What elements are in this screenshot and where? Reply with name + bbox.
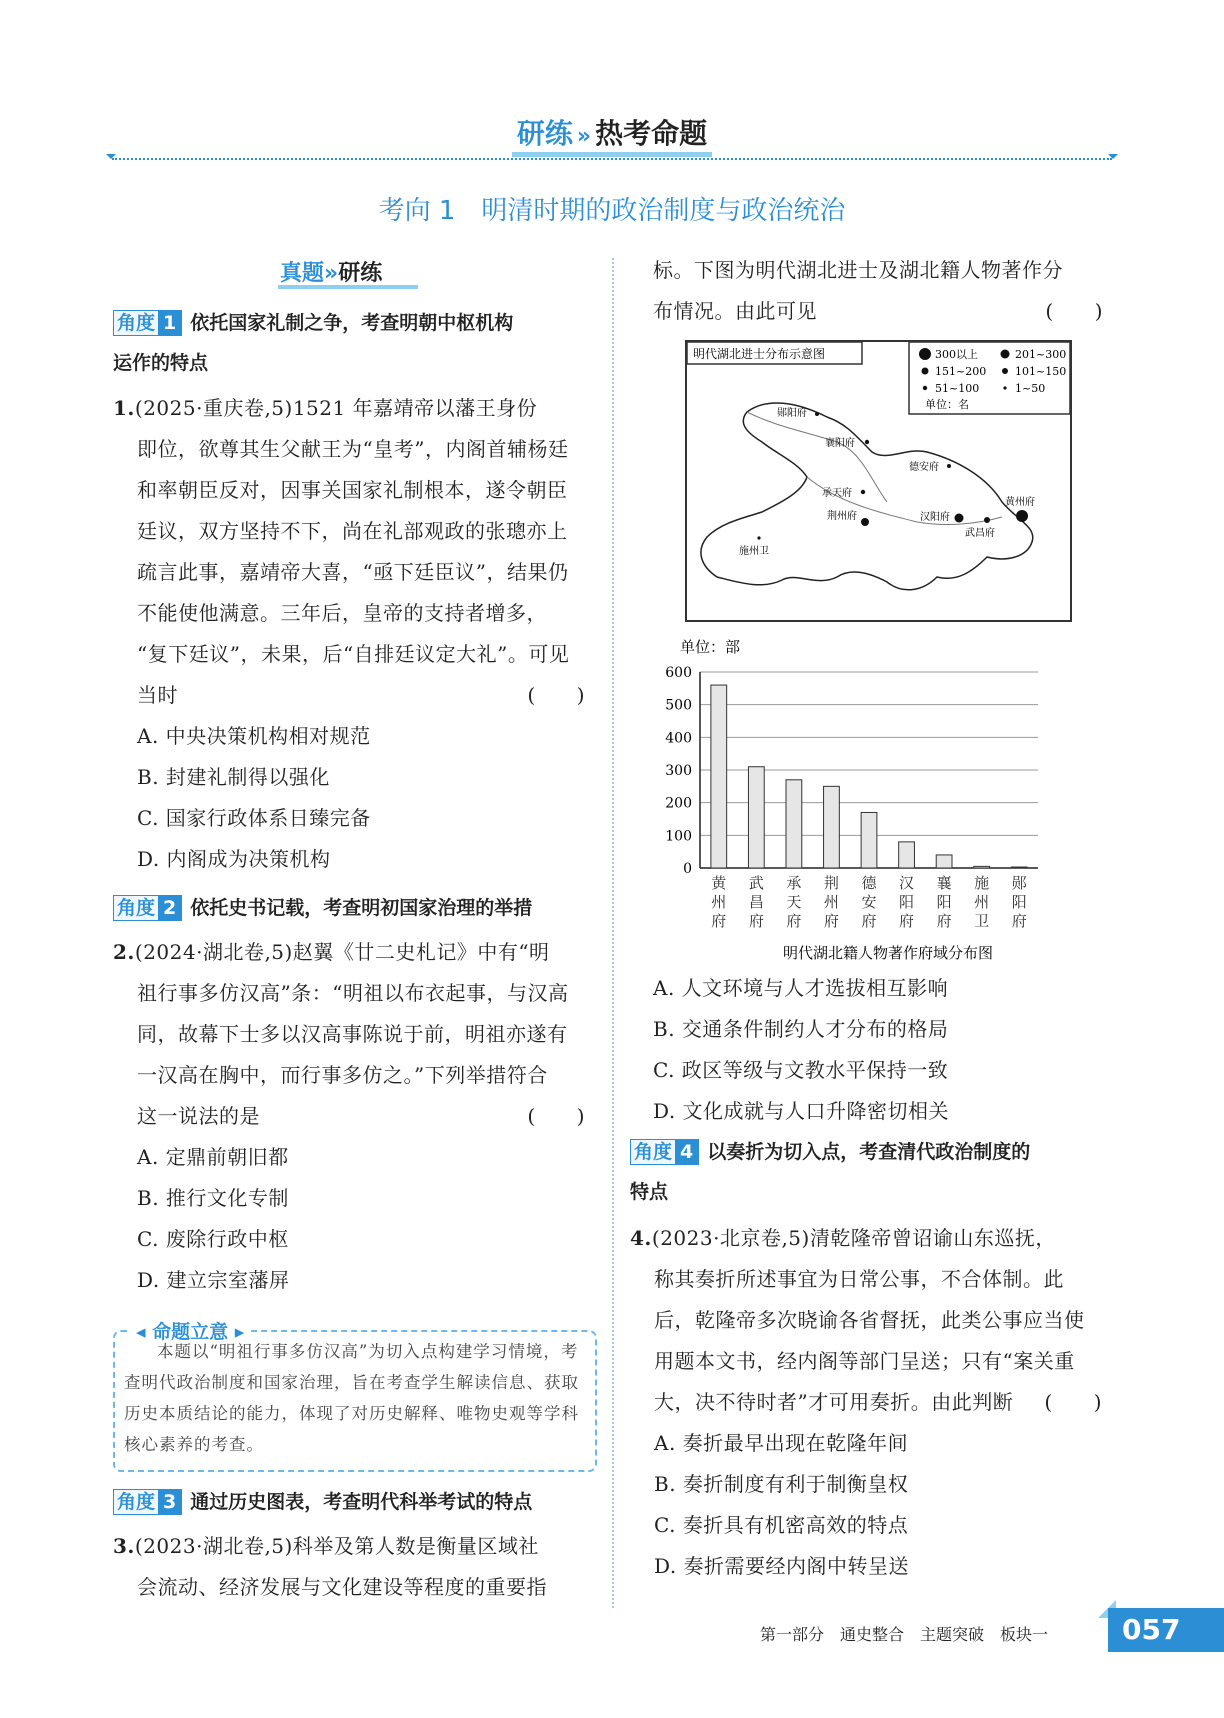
bar bbox=[786, 780, 802, 868]
section-arrow-icon: » bbox=[324, 261, 339, 286]
option-a: A. 奏折最早出现在乾隆年间 bbox=[654, 1431, 909, 1455]
bar-chart bbox=[648, 630, 1088, 965]
option-c: C. 政区等级与文教水平保持一致 bbox=[653, 1058, 949, 1082]
angle-tag: 角度 2 bbox=[113, 895, 182, 921]
header-divider bbox=[112, 158, 1112, 160]
place-label: 襄阳府 bbox=[825, 438, 855, 449]
place-label: 承天府 bbox=[822, 488, 852, 499]
bar bbox=[711, 685, 727, 868]
legend-item: 1~50 bbox=[1015, 382, 1046, 395]
chart-categories bbox=[711, 874, 1026, 930]
x-tick-label: 武 bbox=[748, 874, 764, 892]
province-outline bbox=[701, 403, 1033, 590]
x-tick-label: 天 bbox=[786, 893, 802, 911]
x-tick-label: 安 bbox=[861, 893, 877, 911]
x-tick-label: 卫 bbox=[974, 912, 990, 930]
angle-heading-4: 角度 4 以奏折为切入点，考查清代政治制度的 特点 bbox=[630, 1141, 1031, 1203]
option-b: B. 推行文化专制 bbox=[137, 1186, 289, 1210]
x-tick-label: 府 bbox=[861, 912, 877, 930]
header-title-part2: 热考命题 bbox=[595, 117, 708, 150]
angle-tag: 角度 3 bbox=[113, 1489, 182, 1515]
section-heading bbox=[280, 256, 382, 287]
y-tick-label: 300 bbox=[665, 763, 692, 779]
option-d: D. 文化成就与人口升降密切相关 bbox=[653, 1099, 950, 1123]
map-unit: 单位：名 bbox=[925, 398, 969, 411]
question-1: 1.(2025·重庆卷,5)1521 年嘉靖帝以藩王身份 即位，欲尊其生父献王为“皇考”，内阁首辅杨廷 和率朝臣反对，因事关国家礼制根本，遂令朝臣 廷议，双方坚持不下，尚在礼部观政的张璁亦上 疏言此事，嘉靖帝大喜，“亟下廷臣议”，结果仍 不能使他满意。三年后，皇帝的支持者增多， “复下廷议”，未果，后“自排廷议定大礼”。可见 当时 ( ) A. 中央决策机构相对规范 B. 封建礼制得以强化 C. 国家行政体系日臻完备 D. 内阁成为决策机构 bbox=[113, 388, 595, 880]
option-d: D. 内阁成为决策机构 bbox=[137, 847, 331, 871]
x-tick-label: 阳 bbox=[936, 893, 952, 911]
bar bbox=[861, 812, 877, 868]
bar bbox=[1011, 867, 1027, 868]
chart-title: 明代湖北籍人物著作府域分布图 bbox=[782, 944, 994, 962]
option-c: C. 国家行政体系日臻完备 bbox=[137, 806, 371, 830]
option-a: A. 中央决策机构相对规范 bbox=[137, 724, 371, 748]
y-tick-label: 200 bbox=[665, 795, 692, 812]
x-tick-label: 昌 bbox=[748, 893, 764, 911]
place-label: 黄州府 bbox=[1005, 497, 1035, 508]
angle-heading-2: 角度 2 依托史书记载，考查明初国家治理的举措 bbox=[113, 888, 595, 928]
x-tick-label: 襄 bbox=[936, 874, 952, 892]
page-header-title bbox=[0, 112, 1224, 152]
bar bbox=[748, 767, 764, 868]
legend-item: 201~300 bbox=[1015, 348, 1067, 361]
option-c: C. 奏折具有机密高效的特点 bbox=[654, 1513, 909, 1537]
angle-heading-3: 角度 3 通过历史图表，考查明代科举考试的特点 bbox=[113, 1482, 595, 1522]
section-heading-part2: 研练 bbox=[338, 261, 383, 286]
option-b: B. 交通条件制约人才分布的格局 bbox=[653, 1017, 949, 1041]
x-tick-label: 府 bbox=[1011, 912, 1027, 930]
x-tick-label: 施 bbox=[974, 874, 990, 892]
note-text: 本题以“明祖行事多仿汉高”为切入点构建学习情境，考查明代政治制度和国家治理，旨在考查学生解读信息、获取历史本质结论的能力，体现了对历史解释、唯物史观等学科核心素养的考查。 bbox=[124, 1342, 579, 1454]
place-label: 施州卫 bbox=[739, 546, 769, 557]
y-tick-label: 500 bbox=[665, 697, 692, 714]
header-highlight-bar bbox=[512, 152, 712, 157]
option-b: B. 封建礼制得以强化 bbox=[137, 765, 330, 789]
y-tick-label: 100 bbox=[665, 828, 692, 845]
header-arrow-icon: » bbox=[576, 124, 592, 149]
column-divider bbox=[612, 258, 614, 1608]
bar bbox=[974, 866, 990, 868]
y-tick-label: 600 bbox=[665, 665, 692, 681]
x-tick-label: 府 bbox=[786, 912, 802, 930]
question-3-part1: 3.(2023·湖北卷,5)科举及第人数是衡量区域社 会流动、经济发展与文化建设等程度的重要指 bbox=[113, 1534, 547, 1599]
x-tick-label: 府 bbox=[823, 912, 839, 930]
question-4: 4.(2023·北京卷,5)清乾隆帝曾诏谕山东巡抚， 称其奏折所述事宜为日常公事，不合体制。此 后，乾隆帝多次晓谕各省督抚，此类公事应当使 用题本文书，经内阁等部门呈送；只有“案关重 大，决不待时者”才可用奏折。由此判断 ( ) A. 奏折最早出现在乾隆年间 B. 奏折制度有利于制衡皇权 C. 奏折具有机密高效的特点 D. 奏折需要经内阁中转呈送 bbox=[630, 1218, 1112, 1587]
map-svg bbox=[687, 342, 1070, 620]
bar bbox=[899, 842, 915, 868]
x-tick-label: 府 bbox=[711, 912, 727, 930]
y-tick-label: 400 bbox=[665, 730, 692, 747]
option-a: A. 人文环境与人才选拔相互影响 bbox=[653, 976, 949, 1000]
x-tick-label: 黄 bbox=[711, 874, 727, 892]
place-label: 德安府 bbox=[909, 462, 939, 473]
angle-heading-1: 角度 1 依托国家礼制之争，考查明朝中枢机构 运作的特点 bbox=[113, 312, 514, 374]
note-title: ◂ 命题立意 ▸ bbox=[130, 1317, 250, 1344]
x-tick-label: 州 bbox=[711, 893, 727, 911]
map-figure bbox=[685, 340, 1072, 622]
legend-item: 51~100 bbox=[935, 382, 980, 395]
x-tick-label: 荆 bbox=[823, 874, 839, 892]
chart-ticks bbox=[665, 665, 692, 877]
chart-ylabel: 单位：部 bbox=[680, 638, 741, 656]
option-c: C. 废除行政中枢 bbox=[137, 1227, 289, 1251]
footer-breadcrumb: 第一部分 通史整合 主题突破 板块一 bbox=[760, 1625, 1049, 1644]
page-number: 057 bbox=[1108, 1608, 1224, 1652]
x-tick-label: 州 bbox=[823, 893, 839, 911]
option-a: A. 定鼎前朝旧都 bbox=[137, 1145, 289, 1169]
x-tick-label: 州 bbox=[974, 893, 990, 911]
x-tick-label: 汉 bbox=[899, 874, 915, 892]
place-label: 荆州府 bbox=[827, 511, 857, 522]
x-tick-label: 德 bbox=[861, 874, 877, 892]
x-tick-label: 阳 bbox=[899, 893, 915, 911]
question-3-part2: 标。下图为明代湖北进士及湖北籍人物著作分 布情况。由此可见 ( ) bbox=[653, 250, 1113, 332]
bar bbox=[936, 855, 952, 868]
angle-tag: 角度 1 bbox=[113, 310, 182, 336]
place-label: 汉阳府 bbox=[920, 512, 950, 523]
legend-item: 300以上 bbox=[935, 348, 978, 361]
answer-paren: ( ) bbox=[527, 1104, 585, 1128]
answer-paren: ( ) bbox=[1044, 1390, 1102, 1414]
legend-item: 151~200 bbox=[935, 365, 987, 378]
x-tick-label: 阳 bbox=[1011, 893, 1027, 911]
topic-title: 考向 1 明清时期的政治制度与政治统治 bbox=[378, 196, 846, 226]
option-d: D. 建立宗室藩屏 bbox=[137, 1268, 290, 1292]
x-tick-label: 承 bbox=[786, 874, 802, 892]
x-tick-label: 府 bbox=[748, 912, 764, 930]
x-tick-label: 府 bbox=[899, 912, 915, 930]
legend-item: 101~150 bbox=[1015, 365, 1067, 378]
header-title-part1: 研练 bbox=[516, 117, 573, 150]
answer-paren: ( ) bbox=[1045, 299, 1103, 323]
angle-tag: 角度 4 bbox=[630, 1139, 699, 1165]
x-tick-label: 郧 bbox=[1011, 874, 1027, 892]
place-label: 武昌府 bbox=[965, 528, 995, 539]
bar bbox=[824, 786, 840, 868]
question-2: 2.(2024·湖北卷,5)赵翼《廿二史札记》中有“明 祖行事多仿汉高”条：“明祖以布衣起事，与汉高 同，故幕下士多以汉高事陈说于前，明祖亦遂有 一汉高在胸中，而行事多仿之。”下列举措符合 这一说法的是 ( ) A. 定鼎前朝旧都 B. 推行文化专制 C. 废除行政中枢 D. 建立宗室藩屏 bbox=[113, 932, 595, 1301]
option-d: D. 奏折需要经内阁中转呈送 bbox=[654, 1554, 910, 1578]
y-tick-label: 0 bbox=[683, 861, 692, 877]
section-heading-part1: 真题 bbox=[280, 261, 325, 286]
x-tick-label: 府 bbox=[936, 912, 952, 930]
answer-paren: ( ) bbox=[527, 683, 585, 707]
question-3-options bbox=[653, 968, 1113, 1132]
place-label: 郧阳府 bbox=[777, 408, 807, 419]
option-b: B. 奏折制度有利于制衡皇权 bbox=[654, 1472, 909, 1496]
chart-bars bbox=[711, 685, 1027, 868]
map-title: 明代湖北进士分布示意图 bbox=[693, 347, 826, 361]
